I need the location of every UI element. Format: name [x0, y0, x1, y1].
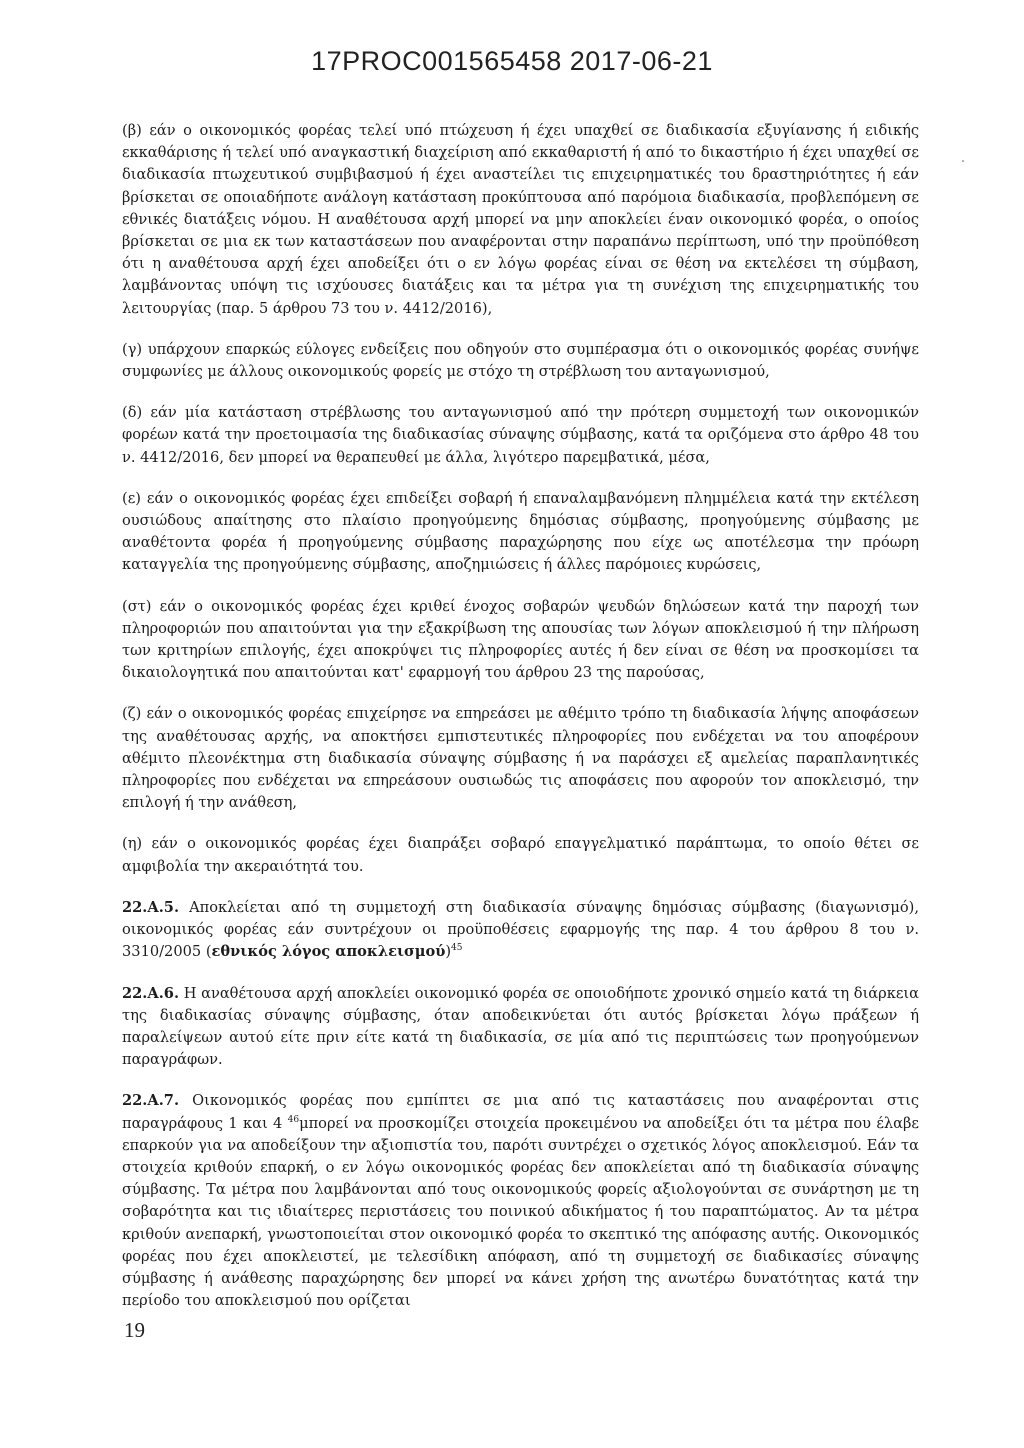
- section-bold-text: εθνικός λόγος αποκλεισμού: [211, 943, 446, 961]
- section-22a7: [122, 1090, 919, 1312]
- footnote-marker: 46: [287, 1114, 300, 1125]
- footnote-marker: 45: [451, 943, 463, 954]
- paragraph-h: (η) εάν ο οικονομικός φορέας έχει διαπράξει σοβαρό επαγγελματικό παράπτωμα, το οποίο θέτει σε αμφιβολία την ακεραιότητά του.: [122, 835, 919, 875]
- paragraph-st: (στ) εάν ο οικονομικός φορέας έχει κριθεί ένοχος σοβαρών ψευδών δηλώσεων κατά την παροχή των πληροφοριών που απαιτούνται για την εξακρίβωση της απουσίας των λόγων αποκλεισμού ή την πλήρωση των κριτηρίων επιλογής, έχει αποκρύψει τις πληροφορίες αυτές ή δεν είναι σε θέση να προσκομίσει τα δικαιολογητικά που απαιτούνται κατ' εφαρμογή του άρθρου 23 της παρούσας,: [122, 597, 919, 682]
- section-number: 22.Α.6.: [122, 984, 180, 1002]
- paragraph-c: (γ) υπάρχουν επαρκώς εύλογες ενδείξεις που οδηγούν στο συμπέρασμα ότι ο οικονομικός φορέας συνήψε συμφωνίες με άλλους οικονομικούς φορείς με στόχο τη στρέβλωση του ανταγωνισμού,: [122, 340, 919, 381]
- paragraph-b: (β) εάν ο οικονομικός φορέας τελεί υπό πτώχευση ή έχει υπαχθεί σε διαδικασία εξυγίανσης ή ειδικής εκκαθάρισης ή τελεί υπό αναγκαστική διαχείριση από εκκαθαριστή ή από το δικαστήριο ή έχει υπαχθεί σε διαδικασία πτωχευτικού συμβιβασμού ή έχει αναστείλει τις επιχειρηματικές του δραστηριότητες ή εάν βρίσκεται σε οποιαδήποτε ανάλογη κατάσταση προκύπτουσα από παρόμοια διαδικασία, προβλεπόμενη σε εθνικές διατάξεις νόμου. Η αναθέτουσα αρχή μπορεί να μην αποκλείει έναν οικονομικό φορέα, ο οποίος βρίσκεται σε μια εκ των καταστάσεων που αναφέρονται στην παραπάνω περίπτωση, υπό την προϋπόθεση ότι η αναθέτουσα αρχή έχει αποδείξει ότι ο εν λόγω φορέας είναι σε θέση να εκτελέσει τη σύμβαση, λαμβάνοντας υπόψη τις ισχύουσες διατάξεις και τα μέτρα για τη συνέχιση της επιχειρηματικής του λειτουργίας (παρ. 5 άρθρου 73 του ν. 4412/2016),: [122, 122, 919, 317]
- section-22a5: [122, 897, 919, 964]
- section-text-after: ): [445, 943, 452, 961]
- section-text-b: μπορεί να προσκομίζει στοιχεία προκειμένου να αποδείξει ότι τα μέτρα που έλαβε επαρκούν για να αποδείξουν την αξιοπιστία του, παρότι συντρέχει ο σχετικός λόγος αποκλεισμού. Εάν τα στοιχεία κριθούν επαρκή, ο εν λόγω οικονομικός φορέας δεν αποκλείεται από τη διαδικασία σύναψης σύμβασης. Τα μέτρα που λαμβάνονται από τους οικονομικούς φορείς αξιολογούνται σε συνάρτηση με τη σοβαρότητα και τις ιδιαίτερες περιστάσεις του ποινικού αδικήματος ή του παραπτώματος. Αν τα μέτρα κριθούν ανεπαρκή, γνωστοποιείται στον οικονομικό φορέα το σκεπτικό της απόφασης αυτής. Οικονομικός φορέας που έχει αποκλειστεί, με τελεσίδικη απόφαση, από τη συμμετοχή σε διαδικασίες σύναψης σύμβασης ή ανάθεσης παραχώρησης δεν μπορεί να κάνει χρήση της ανωτέρω δυνατότητας κατά την περίοδο του αποκλεισμού που ορίζεται: [122, 1114, 919, 1310]
- paragraph-d: (δ) εάν μία κατάσταση στρέβλωσης του ανταγωνισμού από την πρότερη συμμετοχή των οικονομικών φορέων κατά την προετοιμασία της διαδικασίας σύναψης σύμβασης, κατά τα οριζόμενα στο άρθρο 48 του ν. 4412/2016, δεν μπορεί να θεραπευθεί με άλλα, λιγότερο παρεμβατικά, μέσα,: [122, 404, 919, 466]
- section-number: 22.Α.7.: [122, 1092, 180, 1110]
- section-text-a: Οικονομικός φορέας που εμπίπτει σε μια από τις καταστάσεις που αναφέρονται στις παραγράφους 1 και 4: [122, 1092, 919, 1132]
- section-text: Η αναθέτουσα αρχή αποκλείει οικονομικό φορέα σε οποιοδήποτε χρονικό σημείο κατά τη διάρκεια της διαδικασίας σύναψης σύμβασης, όταν αποδεικνύεται ότι αυτός βρίσκεται λόγω πράξεων ή παραλείψεων αυτού είτε πριν είτε κατά τη διαδικασία, σε μία από τις περιπτώσεις των προηγούμενων παραγράφων.: [122, 984, 919, 1069]
- document-id-header: 17PROC001565458 2017-06-21: [311, 46, 713, 76]
- paragraph-z: (ζ) εάν ο οικονομικός φορέας επιχείρησε να επηρεάσει με αθέμιτο τρόπο τη διαδικασία λήψης αποφάσεων της αναθέτουσας αρχής, να αποκτήσει εμπιστευτικές πληροφορίες που ενδέχεται να του αποφέρουν αθέμιτο πλεονέκτημα στη διαδικασία σύναψης σύμβασης ή να παράσχει εξ αμελείας παραπλανητικές πληροφορίες που ενδέχεται να επηρεάσουν ουσιωδώς τις αποφάσεις που αφορούν τον αποκλεισμό, την επιλογή ή την ανάθεση,: [122, 705, 919, 812]
- section-22a6: [122, 983, 919, 1072]
- scan-speck: [962, 160, 964, 162]
- section-text: Αποκλείεται από τη συμμετοχή στη διαδικασία σύναψης δημόσιας σύμβασης (διαγωνισμό), οικονομικός φορέας εάν συντρέχουν οι προϋποθέσεις εφαρμογής της παρ. 4 του άρθρου 8 του ν. 3310/2005 (: [122, 898, 919, 961]
- document-body: [122, 120, 919, 1331]
- page-number: 19: [124, 1318, 145, 1342]
- section-number: 22.Α.5.: [122, 898, 180, 916]
- paragraph-e: (ε) εάν ο οικονομικός φορέας έχει επιδείξει σοβαρή ή επαναλαμβανόμενη πλημμέλεια κατά την εκτέλεση ουσιώδους απαίτησης στο πλαίσιο προηγούμενης δημόσιας σύμβασης, προηγούμενης σύμβασης με αναθέτοντα φορέα ή προηγούμενης σύμβασης παραχώρησης που είχε ως αποτέλεσμα την πρόωρη καταγγελία της προηγούμενης σύμβασης, αποζημιώσεις ή άλλες παρόμοιες κυρώσεις,: [122, 489, 919, 574]
